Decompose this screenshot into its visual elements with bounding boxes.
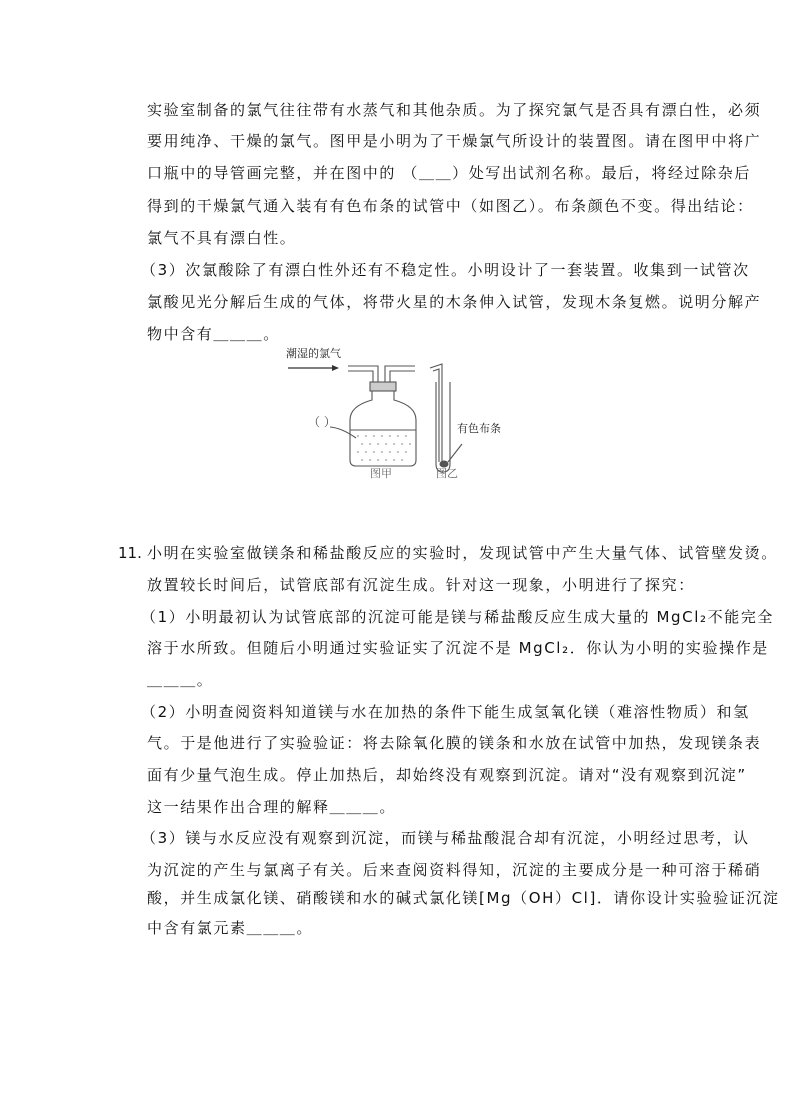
- reagent-blank: （ ）: [308, 415, 336, 429]
- question-number: 11.: [118, 544, 142, 562]
- arrow-icon: [288, 365, 339, 371]
- text-line: 中含有氯元素＿＿＿。: [147, 919, 314, 937]
- caption-b: 图乙: [436, 467, 458, 480]
- text-line: 得到的干燥氯气通入装有有色布条的试管中（如图乙）。布条颜色不变。得出结论：: [147, 197, 754, 215]
- text-line: 氯酸见光分解后生成的气体，将带火星的木条伸入试管，发现木条复燃。说明分解产: [147, 293, 762, 311]
- text-line: 氯气不具有漂白性。: [147, 229, 297, 247]
- text-line: 为沉淀的产生与氯离子有关。后来查阅资料得知，沉淀的主要成分是一种可溶于稀硝: [147, 861, 762, 879]
- text-line: 口瓶中的导管画完整，并在图中的 （＿＿）处写出试剂名称。最后，将经过除杂后: [147, 164, 751, 182]
- text-line: 实验室制备的氯气往往带有水蒸气和其他杂质。为了探究氯气是否具有漂白性，必须: [147, 101, 762, 119]
- text-line: 溶于水所致。但随后小明通过实验证实了沉淀不是 MgCl₂．你认为小明的实验操作是: [147, 639, 769, 657]
- text-line: 酸，并生成氯化镁、硝酸镁和水的碱式氯化镁[Mg（OH）Cl]．请你设计实验验证沉淀: [147, 889, 780, 907]
- text-line: 要用纯净、干燥的氯气。图甲是小明为了干燥氯气所设计的装置图。请在图甲中将广: [147, 132, 762, 150]
- text-line: 气。于是他进行了实验验证：将去除氧化膜的镁条和水放在试管中加热，发现镁条表: [147, 734, 762, 752]
- text-line: 小明在实验室做镁条和稀盐酸反应的实验时，发现试管中产生大量气体、试管壁发烫。: [147, 544, 778, 562]
- caption-a: 图甲: [370, 467, 392, 480]
- text-line: ＿＿＿。: [147, 671, 214, 689]
- text-line: 放置较长时间后，试管底部有沉淀生成。针对这一现象，小明进行了探究：: [147, 576, 695, 594]
- text-line: （3）镁与水反应没有观察到沉淀，而镁与稀盐酸混合却有沉淀，小明经过思考，认: [141, 829, 750, 847]
- text-line: 物中含有＿＿＿。: [147, 325, 280, 343]
- gas-label: 潮湿的氯气: [286, 347, 341, 360]
- text-line: 面有少量气泡生成。停止加热后，却始终没有观察到沉淀。请对“没有观察到沉淀”: [147, 766, 747, 784]
- text-line: （1）小明最初认为试管底部的沉淀可能是镁与稀盐酸反应生成大量的 MgCl₂不能完全: [141, 608, 775, 626]
- test-tube: [430, 364, 462, 472]
- text-line: （2）小明查阅资料知道镁与水在加热的条件下能生成氢氧化镁（难溶性物质）和氢: [141, 703, 750, 721]
- apparatus-figure: [270, 340, 520, 480]
- text-line: 这一结果作出合理的解释＿＿＿。: [147, 798, 397, 816]
- gas-bottle: [330, 366, 416, 466]
- strip-label: 有色布条: [457, 422, 501, 435]
- text-line: （3）次氯酸除了有漂白性外还有不稳定性。小明设计了一套装置。收集到一试管次: [141, 261, 750, 279]
